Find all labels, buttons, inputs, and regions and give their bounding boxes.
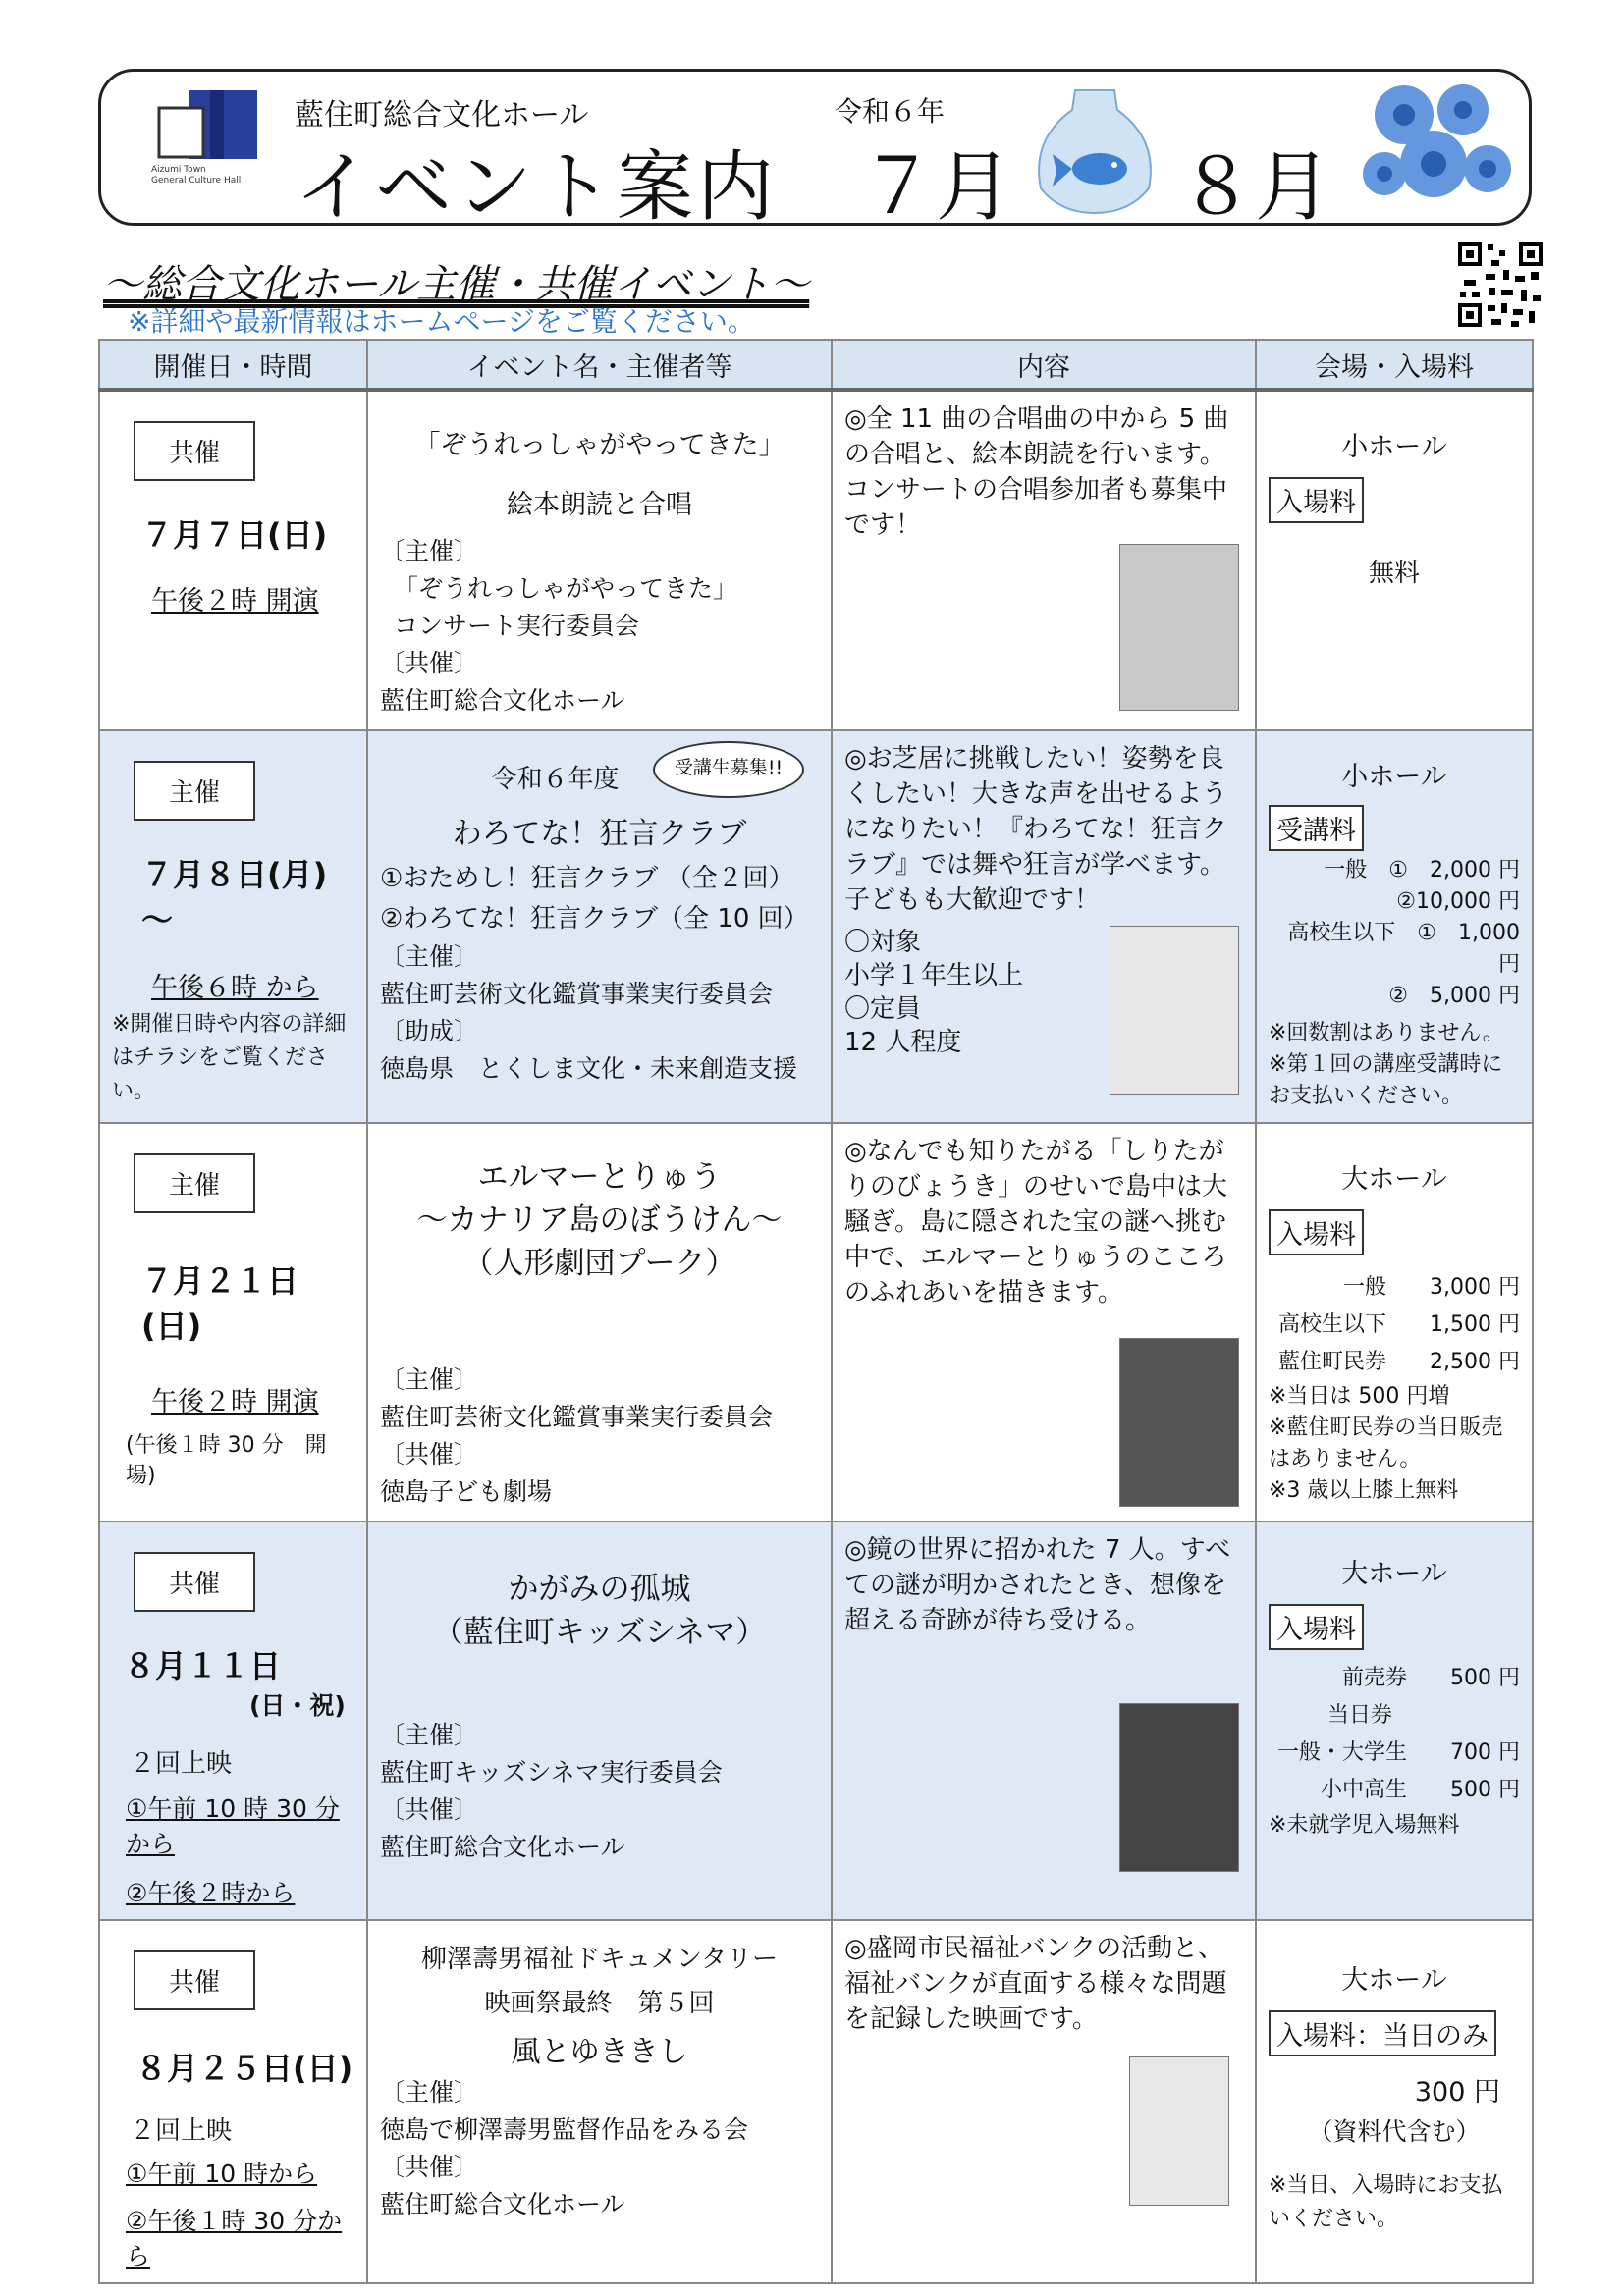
fee-note: ※回数割はありません。 bbox=[1269, 1021, 1504, 1045]
event-type-badge: 共催 bbox=[134, 421, 255, 481]
fee-line: 高校生以下 1,500 円 bbox=[1278, 1312, 1520, 1337]
screening-count: ２回上映 bbox=[130, 2116, 233, 2146]
event-date-sub: (日・祝) bbox=[249, 1691, 346, 1720]
event-flyer-image bbox=[1110, 926, 1239, 1095]
event-course-2: ②わろてな！狂言クラブ（全 10 回） bbox=[380, 904, 809, 934]
table-row bbox=[99, 1920, 1533, 2283]
event-time: 午後２時 開演 bbox=[151, 586, 319, 616]
event-type-badge: 共催 bbox=[134, 1552, 255, 1612]
table-row bbox=[99, 1522, 1533, 1920]
event-description: ◎全 11 曲の合唱曲の中から 5 曲の合唱と、絵本朗読を行います。コンサートの合唱参加者も募集中です！ bbox=[844, 404, 1229, 540]
event-subtitle: 絵本朗読と合唱 bbox=[507, 490, 692, 520]
fee-label: 入場料 bbox=[1269, 1209, 1364, 1255]
org-name: 藍住町芸術文化鑑賞事業実行委員会 bbox=[380, 1403, 774, 1431]
fee-line: ②10,000 円 bbox=[1396, 889, 1520, 914]
event-name: エルマーとりゅう bbox=[477, 1159, 722, 1195]
logo-text-line2: General Culture Hall bbox=[151, 176, 242, 186]
events-table bbox=[98, 339, 1534, 2284]
org-name: 徳島子ども劇場 bbox=[380, 1477, 553, 1506]
fee-note: ※藍住町民券の当日販売はありません。 bbox=[1269, 1415, 1503, 1471]
fee-line: 高校生以下 ① 1,000 円 bbox=[1287, 921, 1520, 977]
event-description: ◎お芝居に挑戦したい！姿勢を良くしたい！大きな声を出せるようになりたい！『わろてな！狂言クラブ』では舞や狂言が学べます。子どもも大歓迎です！ bbox=[844, 744, 1228, 915]
target-label: 〇対象 bbox=[844, 928, 922, 957]
column-header-content: 内容 bbox=[832, 340, 1256, 390]
event-series: 柳澤壽男福祉ドキュメンタリー bbox=[421, 1945, 778, 1974]
event-description: ◎盛岡市民福祉バンクの活動と、福祉バンクが直面する様々な問題を記録した映画です。 bbox=[844, 1934, 1227, 2034]
event-type-badge: 主催 bbox=[134, 761, 255, 821]
org-name: 藍住町総合文化ホール bbox=[380, 2190, 625, 2218]
org-name: コンサート実行委員会 bbox=[394, 612, 640, 640]
sunflower-illustration bbox=[1345, 71, 1522, 228]
fee-line: 一般 3,000 円 bbox=[1343, 1275, 1520, 1300]
org-name: 藍住町芸術文化鑑賞事業実行委員会 bbox=[380, 980, 774, 1008]
event-edition: 映画祭最終 第５回 bbox=[484, 1989, 715, 2018]
fee-label: 入場料 bbox=[1269, 1604, 1364, 1650]
org-label: 〔共催〕 bbox=[380, 649, 479, 677]
event-description: ◎鏡の世界に招かれた 7 人。すべての謎が明かされたとき、想像を超える奇跡が待ち受ける。 bbox=[844, 1535, 1231, 1635]
org-label: 〔共催〕 bbox=[380, 1795, 479, 1824]
event-flyer-image bbox=[1119, 1703, 1239, 1872]
fee-note: ※3 歳以上膝上無料 bbox=[1269, 1478, 1459, 1503]
event-flyer-image bbox=[1129, 2056, 1229, 2206]
recruitment-speech-bubble: 受講生募集!! bbox=[653, 741, 804, 798]
event-flyer-image bbox=[1119, 1338, 1239, 1507]
year-label: 令和６年 bbox=[835, 95, 946, 128]
event-type-badge: 主催 bbox=[134, 1153, 255, 1213]
org-label: 〔主催〕 bbox=[380, 1365, 479, 1394]
venue-name: 大ホール bbox=[1341, 1965, 1447, 1996]
event-date: ７月２１日(日) bbox=[141, 1262, 299, 1345]
fee-note: ※当日は 500 円増 bbox=[1269, 1384, 1450, 1409]
fee-label: 入場料：当日のみ bbox=[1269, 2010, 1496, 2056]
fee-label: 受講料 bbox=[1269, 805, 1364, 851]
org-name: 徳島で柳澤壽男監督作品をみる会 bbox=[380, 2115, 749, 2144]
org-label: 〔主催〕 bbox=[380, 942, 479, 971]
logo-text-line1: Aizumi Town bbox=[151, 165, 206, 175]
org-name: 藍住町総合文化ホール bbox=[380, 686, 625, 715]
event-subtitle: （藍住町キッズシネマ） bbox=[432, 1615, 767, 1650]
fee-line: 前売券 500 円 bbox=[1342, 1666, 1520, 1690]
fee-line: ② 5,000 円 bbox=[1388, 984, 1520, 1008]
fee-note: ※第１回の講座受講時にお支払いください。 bbox=[1269, 1052, 1503, 1108]
screening-time-1: ①午前 10 時から bbox=[126, 2160, 318, 2188]
hall-logo bbox=[149, 88, 277, 187]
event-date: ８月２５日(日) bbox=[135, 2050, 353, 2087]
page-title: イベント案内 bbox=[295, 143, 779, 232]
event-name: かがみの孤城 bbox=[508, 1572, 691, 1607]
event-date: ７月８日(月)～ bbox=[141, 856, 328, 938]
table-header-row bbox=[99, 340, 1533, 390]
screening-time-1: ①午前 10 時 30 分から bbox=[126, 1794, 340, 1858]
column-header-event: イベント名・主催者等 bbox=[367, 340, 832, 390]
table-row bbox=[99, 730, 1533, 1123]
month-august: ８月 bbox=[1178, 143, 1332, 232]
event-time: 午後２時 開演 bbox=[151, 1387, 319, 1417]
month-july: ７月 bbox=[859, 143, 1013, 232]
org-label: 〔主催〕 bbox=[380, 2078, 479, 2107]
event-time-note: ※開催日時や内容の詳細はチラシをご覧ください。 bbox=[112, 1012, 347, 1103]
column-header-date: 開催日・時間 bbox=[99, 340, 367, 390]
event-year: 令和６年度 bbox=[491, 765, 620, 794]
fee-note: ※当日、入場時にお支払いください。 bbox=[1269, 2173, 1503, 2231]
fee-value: 無料 bbox=[1368, 559, 1420, 588]
org-label: 〔主催〕 bbox=[380, 537, 479, 565]
hall-name: 藍住町総合文化ホール bbox=[295, 98, 589, 133]
event-description: ◎なんでも知りたがる「しりたがりのびょうき」のせいで島中は大騒ぎ。島に隠された宝の謎へ挑む中で、エルマーとりゅうのこころのふれあいを描きます。 bbox=[844, 1137, 1228, 1308]
goldfish-bag-illustration bbox=[1021, 80, 1168, 218]
org-label: 〔共催〕 bbox=[380, 2153, 479, 2181]
fee-line: 藍住町民券 2,500 円 bbox=[1278, 1350, 1520, 1374]
capacity-label: 〇定員 bbox=[844, 994, 922, 1024]
event-name: わろてな！狂言クラブ bbox=[452, 817, 747, 851]
org-name: 「ぞうれっしゃがやってきた」 bbox=[394, 574, 738, 603]
org-label: 〔共催〕 bbox=[380, 1440, 479, 1468]
event-time-note: (午後１時 30 分 開場) bbox=[126, 1433, 327, 1488]
venue-name: 小ホール bbox=[1341, 432, 1447, 462]
fee-line: 当日券 bbox=[1327, 1703, 1393, 1728]
screening-time-2: ②午後２時から bbox=[126, 1879, 296, 1907]
event-date: ８月１１日 bbox=[124, 1647, 282, 1684]
fee-label: 入場料 bbox=[1269, 477, 1364, 523]
event-name: 「ぞうれっしゃがやってきた」 bbox=[413, 430, 785, 460]
fee-note: ※未就学児入場無料 bbox=[1269, 1813, 1460, 1838]
website-note: ※詳細や最新情報はホームページをご覧ください。 bbox=[128, 305, 755, 338]
venue-name: 小ホール bbox=[1341, 762, 1447, 792]
event-time: 午後６時 から bbox=[151, 973, 319, 1003]
fee-value: 300 円 bbox=[1414, 2077, 1500, 2108]
fee-line: 小中高生 500 円 bbox=[1321, 1778, 1520, 1802]
event-course-1: ①おためし！狂言クラブ （全２回） bbox=[380, 864, 794, 893]
org-name: 藍住町キッズシネマ実行委員会 bbox=[380, 1758, 723, 1787]
venue-name: 大ホール bbox=[1341, 1164, 1447, 1195]
section-title: ～総合文化ホール主催・共催イベント～ bbox=[103, 262, 810, 307]
event-performer: （人形劇団プーク） bbox=[462, 1246, 736, 1281]
venue-name: 大ホール bbox=[1341, 1559, 1447, 1589]
event-date: ７月７日(日) bbox=[141, 516, 328, 554]
screening-count: ２回上映 bbox=[130, 1749, 233, 1779]
event-type-badge: 共催 bbox=[134, 1950, 255, 2010]
target-value: 小学１年生以上 bbox=[844, 961, 1024, 990]
org-label: 〔主催〕 bbox=[380, 1721, 479, 1749]
capacity-value: 12 人程度 bbox=[844, 1028, 962, 1057]
event-name: 風とゆききし bbox=[511, 2035, 688, 2069]
table-row bbox=[99, 390, 1533, 730]
event-flyer-image bbox=[1119, 544, 1239, 711]
org-label: 〔助成〕 bbox=[380, 1017, 479, 1045]
fee-note: （資料代含む） bbox=[1308, 2117, 1481, 2146]
fee-line: 一般・大学生 700 円 bbox=[1277, 1740, 1520, 1765]
org-name: 藍住町総合文化ホール bbox=[380, 1833, 625, 1861]
screening-time-2: ②午後１時 30 分から bbox=[126, 2207, 343, 2270]
org-name: 徳島県 とくしま文化・未来創造支援 bbox=[380, 1054, 798, 1083]
qr-code-icon[interactable] bbox=[1456, 240, 1544, 329]
event-subtitle: ～カナリア島のぼうけん～ bbox=[416, 1202, 783, 1238]
fee-line: 一般 ① 2,000 円 bbox=[1324, 858, 1520, 882]
column-header-venue: 会場・入場料 bbox=[1256, 340, 1533, 390]
table-row bbox=[99, 1123, 1533, 1522]
